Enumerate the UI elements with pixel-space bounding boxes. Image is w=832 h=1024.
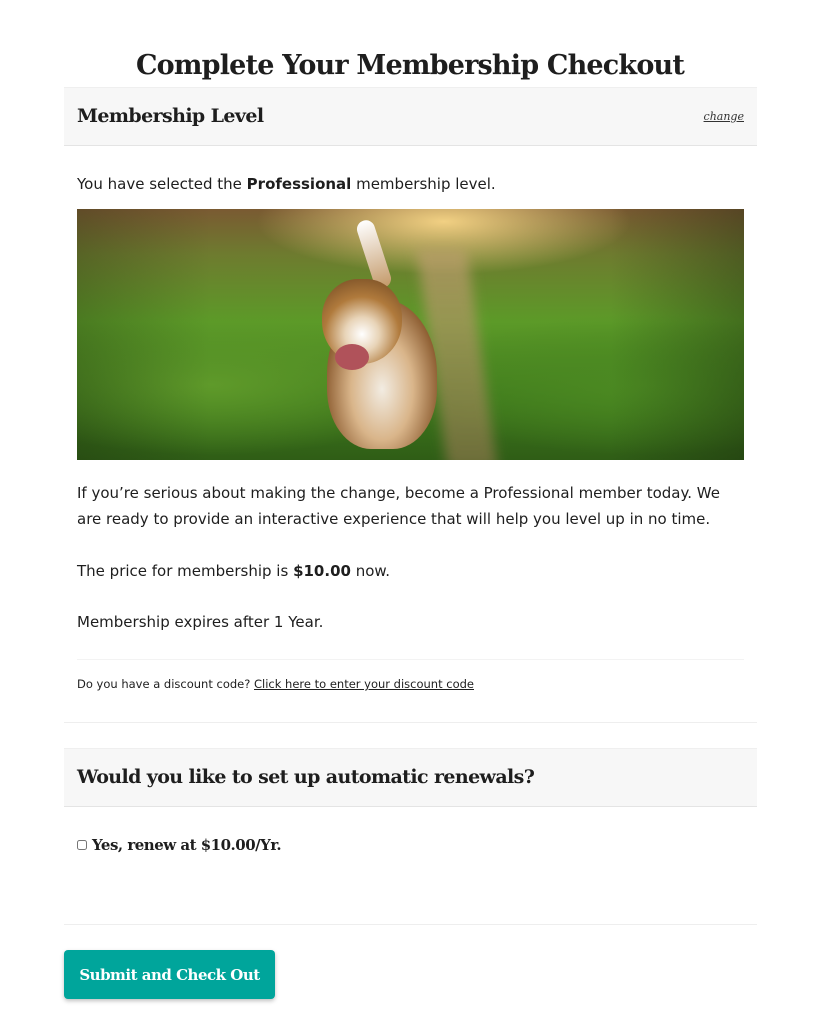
discount-question: Do you have a discount code? — [77, 677, 254, 691]
price-value: $10.00 — [293, 562, 351, 580]
auto-renew-checkbox[interactable] — [77, 840, 87, 850]
auto-renew-header — [64, 748, 757, 807]
discount-bottom-divider — [64, 722, 757, 723]
discount-row — [77, 677, 474, 691]
submit-checkout-button[interactable]: Submit and Check Out — [64, 950, 275, 999]
selected-suffix: membership level. — [351, 175, 496, 193]
membership-level-heading: Membership Level — [77, 105, 264, 127]
price-suffix: now. — [350, 562, 391, 580]
price-text — [77, 558, 747, 584]
discount-code-link[interactable]: Click here to enter your discount code — [254, 677, 474, 691]
selected-level-text — [77, 171, 747, 197]
auto-renew-label[interactable]: Yes, renew at $10.00/Yr. — [92, 836, 282, 854]
auto-renew-heading: Would you like to set up automatic renewals? — [77, 766, 535, 788]
photo-vignette — [77, 209, 744, 460]
page-title: Complete Your Membership Checkout — [135, 50, 685, 81]
auto-renew-row — [77, 836, 281, 854]
expiry-text: Membership expires after 1 Year. — [77, 613, 324, 631]
submit-divider — [64, 924, 757, 925]
price-prefix: The price for membership is — [77, 562, 294, 580]
membership-level-image — [77, 209, 744, 460]
selected-prefix: You have selected the — [77, 175, 247, 193]
level-description: If you’re serious about making the change, become a Professional member today. We are ready to provide an interactive experience that will help you level up in no time. — [77, 484, 720, 528]
change-level-link[interactable]: change — [703, 110, 744, 123]
discount-top-divider — [77, 659, 744, 660]
selected-level-name: Professional — [246, 175, 352, 193]
membership-level-header — [64, 87, 757, 146]
